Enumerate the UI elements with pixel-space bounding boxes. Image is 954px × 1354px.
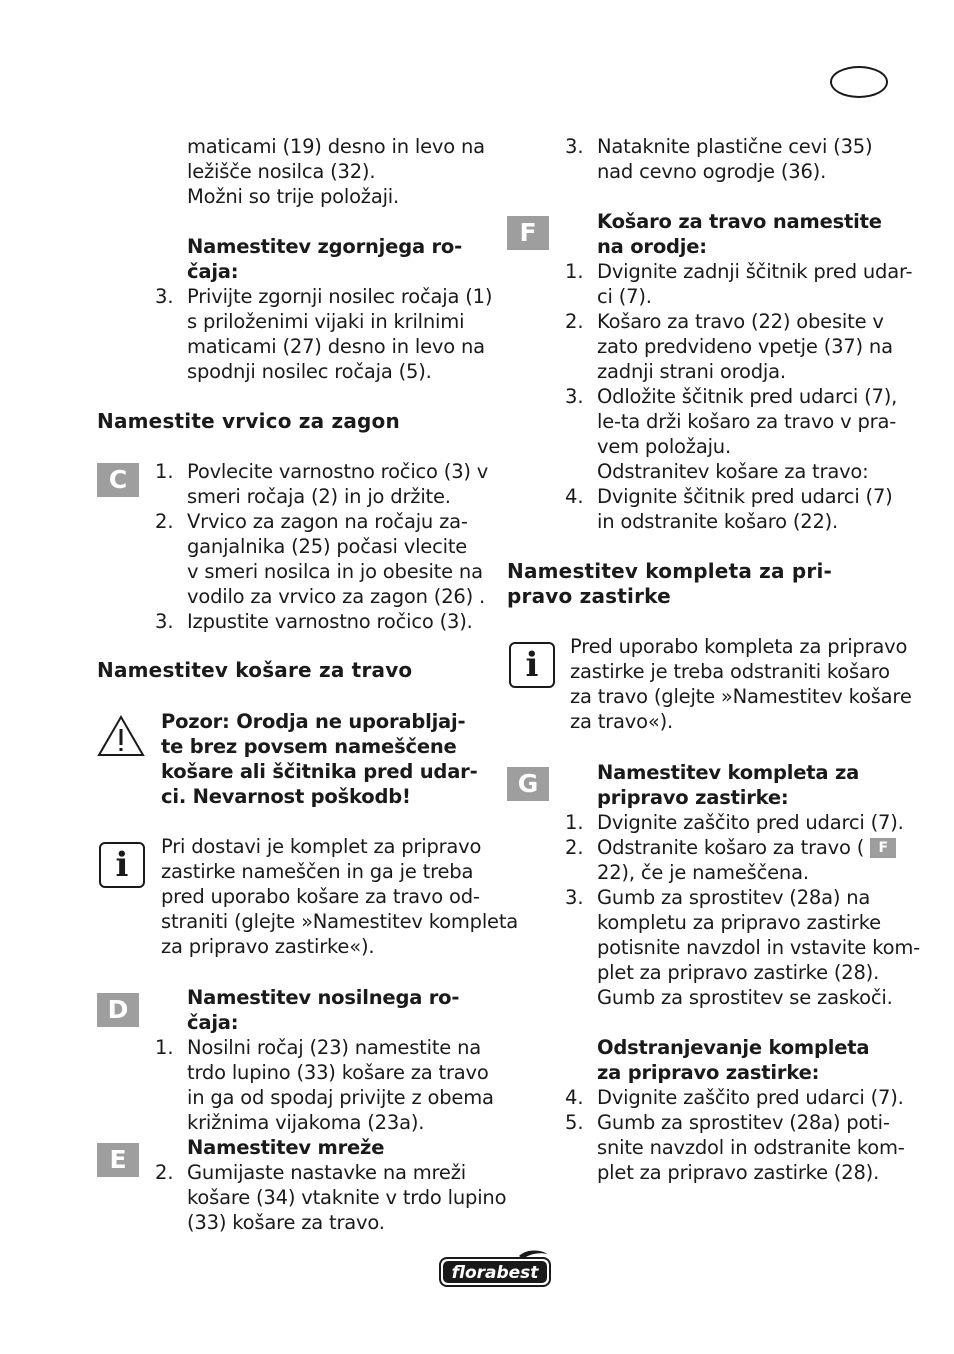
figure-ref-f-inline: F — [870, 838, 896, 858]
step-text: Vrvico za zagon na ročaju za- ganjalnika (25) počasi vlecite v smeri nosilca in jo obesite na vodilo za vrvico za zagon (26) . — [187, 510, 486, 608]
section-heading-mulch-kit: Namestitev kompleta za pri- pravo zastirke — [507, 559, 833, 608]
step-text: Odložite ščitnik pred udarci (7), le-ta drži košaro za travo v pra- vem položaju. Odstranitev košare za travo: — [597, 385, 898, 483]
info-text: Pri dostavi je komplet za pripravo zastirke nameščen in ga je treba pred uporabo košare za travo od- straniti (glejte »Namestitev kompleta za pripravo zastirke«). — [161, 835, 519, 958]
step-number: 2. — [565, 310, 584, 333]
step-text: Odstranite košaro za travo ( F 22), če je nameščena. — [597, 835, 896, 885]
step-number: 5. — [565, 1111, 584, 1134]
step-text: Nataknite plastične cevi (35) nad cevno ogrodje (36). — [597, 135, 873, 183]
florabest-logo — [439, 1250, 551, 1288]
attach-basket-title: Košaro za travo namestite na orodje: — [597, 210, 882, 258]
step-text: Dvignite zaščito pred udarci (7). — [597, 1086, 904, 1109]
continued-text: maticami (19) desno in levo na ležišče nosilca (32). Možni so trije položaji. — [187, 135, 485, 208]
step-number: 3. — [155, 610, 174, 633]
upper-handle-title: Namestitev zgornjega ro- čaja: — [187, 235, 463, 283]
section-heading-starter-cord: Namestite vrvico za zagon — [97, 409, 400, 433]
figure-ref-g: G — [507, 767, 549, 801]
step-number: 1. — [565, 811, 584, 834]
step-number: 4. — [565, 485, 584, 508]
carry-handle-title: Namestitev nosilnega ro- čaja: — [187, 986, 460, 1034]
mulch-remove-title: Odstranjevanje kompleta za pripravo zastirke: — [597, 1036, 870, 1084]
info-icon: i — [99, 842, 145, 888]
info-icon: i — [509, 642, 555, 688]
section-heading-grass-basket: Namestitev košare za travo — [97, 658, 413, 682]
step-text: Povlecite varnostno ročico (3) v smeri ročaja (2) in jo držite. — [187, 460, 489, 508]
step-text: Dvignite ščitnik pred udarci (7) in odstranite košaro (22). — [597, 485, 893, 533]
figure-ref-d: D — [97, 993, 139, 1027]
step-number: 1. — [155, 1036, 174, 1059]
step-number: 3. — [155, 285, 174, 308]
step-text: Izpustite varnostno ročico (3). — [187, 610, 473, 633]
step-number: 2. — [565, 836, 584, 859]
logo-text: florabest — [451, 1263, 539, 1283]
step-number: 1. — [155, 460, 174, 483]
info-text: Pred uporabo kompleta za pripravo zastirke je treba odstraniti košaro za travo (glejte »Namestitev košare za travo«). — [570, 635, 912, 733]
step-text: Gumb za sprostitev (28a) na kompletu za pripravo zastirke potisnite navzdol in vstavite kom- plet za pripravo zastirke (28). Gumb za sprostitev se zaskoči. — [597, 886, 920, 1009]
net-title: Namestitev mreže — [187, 1136, 385, 1159]
step-number: 1. — [565, 260, 584, 283]
step-number: 3. — [565, 135, 584, 158]
step-number: 3. — [565, 886, 584, 909]
step-number: 3. — [565, 385, 584, 408]
mulch-install-title: Namestitev kompleta za pripravo zastirke: — [597, 761, 860, 809]
figure-ref-e: E — [97, 1143, 139, 1177]
step-number: 2. — [155, 510, 174, 533]
step-number: 4. — [565, 1086, 584, 1109]
step-text: Dvignite zadnji ščitnik pred udar- ci (7). — [597, 260, 913, 308]
step-text: Košaro za travo (22) obesite v zato predvideno vpetje (37) na zadnji strani orodja. — [597, 310, 893, 383]
step-text: Privijte zgornji nosilec ročaja (1) s priloženimi vijaki in krilnimi maticami (27) desno in levo na spodnji nosilec ročaja (5). — [187, 285, 493, 383]
figure-ref-c: C — [97, 463, 139, 497]
step-text: Nosilni ročaj (23) namestite na trdo lupino (33) košare za travo in ga od spodaj privijte z obema križnima vijakoma (23a). — [187, 1036, 494, 1134]
step-text: Gumb za sprostitev (28a) poti- snite navzdol in odstranite kom- plet za pripravo zastirke (28). — [597, 1111, 905, 1184]
language-badge — [830, 66, 888, 98]
step-number: 2. — [155, 1161, 174, 1184]
step-text: Dvignite zaščito pred udarci (7). — [597, 811, 904, 834]
warning-icon — [97, 714, 145, 758]
step-text: Gumijaste nastavke na mreži košare (34) vtaknite v trdo lupino (33) košare za travo. — [187, 1161, 507, 1234]
figure-ref-f: F — [507, 216, 549, 250]
warning-text: Pozor: Orodja ne uporabljaj- te brez povsem nameščene košare ali ščitnika pred udar- ci. Nevarnost poškodb! — [161, 710, 478, 808]
